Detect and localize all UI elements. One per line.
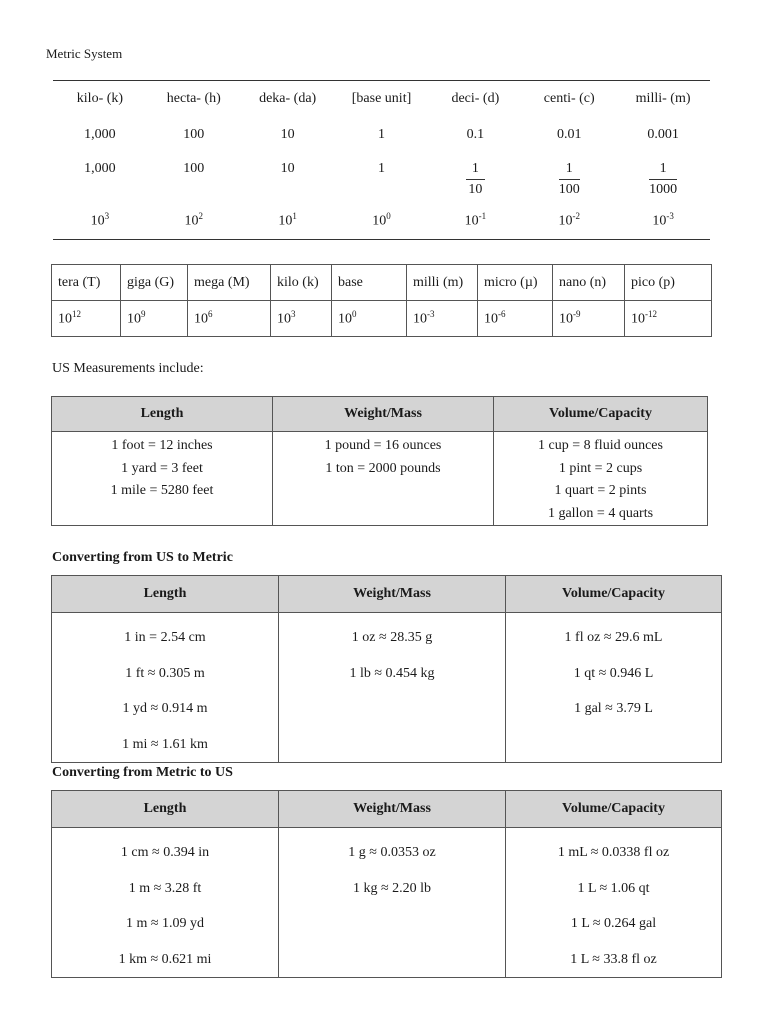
weight-cell (279, 828, 506, 978)
us-measurements-table (51, 396, 708, 526)
conversion-line: 1 m ≈ 3.28 ft (128, 880, 202, 896)
si-power (271, 301, 332, 337)
prefix-decimal: 10 (280, 127, 295, 142)
power-base: 10 (464, 213, 479, 229)
prefix-header: [base unit] (351, 91, 412, 106)
column-header-volume: Volume/Capacity (506, 576, 722, 613)
conversion-line: 1 in = 2.54 cm (124, 630, 206, 645)
power-exponent: 3 (291, 309, 296, 320)
prefix-power (522, 211, 616, 230)
conversion-line: 1 L ≈ 33.8 fl oz (570, 951, 657, 967)
conversion-line: 1 L ≈ 0.264 gal (570, 916, 657, 931)
si-power (625, 301, 712, 337)
prefix-fraction (428, 161, 522, 198)
power-exponent: -2 (572, 211, 580, 221)
us-to-metric-heading: Converting from US to Metric (52, 550, 233, 565)
conversion-line: 1 mi ≈ 1.61 km (122, 736, 208, 752)
power-exponent: -3 (666, 211, 674, 221)
conversion-line: 1 m ≈ 1.09 yd (125, 916, 205, 931)
fraction-denominator: 1000 (649, 182, 678, 197)
volume-cell (494, 432, 708, 526)
metric-prefix-table (53, 80, 710, 240)
us-measurements-heading: US Measurements include: (52, 361, 204, 376)
power-exponent: 3 (104, 211, 110, 221)
prefix-whole: 1 (378, 161, 385, 176)
prefix-decimal: 0.1 (466, 127, 485, 142)
conversion-line: 1 yard = 3 feet (121, 460, 203, 476)
si-power-row (52, 301, 712, 337)
prefix-decimal: 0.01 (556, 127, 582, 142)
conversion-line: 1 oz ≈ 28.35 g (351, 630, 433, 645)
prefix-decimal: 100 (183, 127, 205, 142)
conversion-line: 1 qt ≈ 0.946 L (573, 665, 654, 681)
power-exponent: 0 (352, 309, 357, 320)
metric-to-us-table (51, 790, 722, 978)
column-header-length: Length (52, 791, 279, 828)
table-header-row (52, 576, 722, 613)
si-prefix-grid (51, 264, 712, 337)
prefix-power (616, 211, 710, 230)
prefix-fraction (522, 161, 616, 198)
power-exponent: 1 (292, 211, 297, 221)
si-prefix-name: micro (µ) (478, 265, 553, 301)
si-prefix-name: milli (m) (407, 265, 478, 301)
si-prefix-name: base (332, 265, 407, 301)
table-body-row (52, 432, 708, 526)
power-base: 10 (127, 311, 141, 327)
prefix-decimal: 0.001 (647, 127, 679, 142)
conversion-line: 1 ton = 2000 pounds (325, 460, 441, 476)
conversion-line: 1 lb ≈ 0.454 kg (349, 665, 435, 681)
prefix-header: milli- (m) (635, 91, 691, 106)
si-power (52, 301, 121, 337)
fraction-denominator: 10 (468, 182, 483, 197)
si-power (553, 301, 625, 337)
prefix-header: deci- (d) (451, 91, 500, 106)
power-base: 10 (277, 311, 291, 327)
power-exponent: -1 (478, 211, 487, 221)
prefix-fraction (616, 161, 710, 198)
prefix-power (335, 211, 429, 230)
conversion-line: 1 g ≈ 0.0353 oz (348, 845, 436, 860)
power-base: 10 (194, 311, 208, 327)
volume-cell (506, 828, 722, 978)
prefix-header: deka- (da) (259, 91, 317, 106)
fraction-denominator: 100 (558, 182, 580, 197)
column-header-volume: Volume/Capacity (506, 791, 722, 828)
conversion-line: 1 gallon = 4 quarts (547, 505, 654, 521)
weight-cell (273, 432, 494, 526)
prefix-whole: 10 (280, 161, 295, 176)
prefix-header: kilo- (k) (76, 91, 124, 106)
conversion-line: 1 foot = 12 inches (111, 438, 213, 453)
table-header-row (52, 397, 708, 432)
power-exponent: 6 (208, 309, 213, 320)
page-title: Metric System (46, 46, 123, 61)
column-header-length: Length (52, 397, 273, 432)
power-exponent: -3 (427, 309, 435, 320)
volume-cell (506, 613, 722, 763)
column-header-weight: Weight/Mass (279, 576, 506, 613)
conversion-line: 1 ft ≈ 0.305 m (125, 665, 205, 681)
us-to-metric-table (51, 575, 722, 763)
si-prefix-name: kilo (k) (271, 265, 332, 301)
power-exponent: 0 (386, 211, 391, 221)
prefix-power (147, 211, 241, 230)
conversion-line: 1 mL ≈ 0.0338 fl oz (557, 845, 670, 860)
column-header-weight: Weight/Mass (279, 791, 506, 828)
conversion-line: 1 cup = 8 fluid ounces (538, 438, 663, 453)
power-base: 10 (413, 311, 427, 327)
si-prefix-name: nano (n) (553, 265, 625, 301)
prefix-decimal-row (53, 127, 710, 143)
power-base: 10 (90, 213, 105, 229)
power-exponent: -12 (645, 309, 657, 320)
prefix-decimal: 1,000 (84, 127, 116, 142)
power-base: 10 (338, 311, 352, 327)
column-header-volume: Volume/Capacity (494, 397, 708, 432)
prefix-power (53, 211, 147, 230)
prefix-power (241, 211, 335, 230)
power-exponent: -6 (498, 309, 506, 320)
power-base: 10 (559, 311, 573, 327)
si-name-row (52, 265, 712, 301)
prefix-power-row (53, 211, 710, 230)
si-prefix-name: giga (G) (121, 265, 188, 301)
power-exponent: 2 (198, 211, 204, 221)
power-exponent: 9 (141, 309, 146, 320)
conversion-line: 1 kg ≈ 2.20 lb (352, 880, 432, 896)
prefix-decimal: 1 (378, 127, 385, 142)
conversion-line: 1 pound = 16 ounces (324, 438, 442, 453)
power-base: 10 (58, 311, 72, 327)
length-cell (52, 613, 279, 763)
power-base: 10 (652, 213, 667, 229)
fraction-numerator: 1 (649, 161, 677, 180)
conversion-line: 1 fl oz ≈ 29.6 mL (564, 630, 663, 645)
conversion-line: 1 mile = 5280 feet (110, 483, 214, 498)
length-cell (52, 828, 279, 978)
power-base: 10 (372, 213, 387, 229)
column-header-weight: Weight/Mass (273, 397, 494, 432)
conversion-line: 1 quart = 2 pints (554, 483, 647, 498)
prefix-whole: 100 (183, 161, 205, 176)
prefix-whole: 1,000 (84, 161, 116, 176)
conversion-line: 1 gal ≈ 3.79 L (574, 701, 653, 716)
si-prefix-name: mega (M) (188, 265, 271, 301)
table-body-row (52, 828, 722, 978)
length-cell (52, 432, 273, 526)
si-power (121, 301, 188, 337)
power-exponent: -9 (573, 309, 581, 320)
si-power (188, 301, 271, 337)
si-prefix-name: tera (T) (52, 265, 121, 301)
conversion-line: 1 km ≈ 0.621 mi (118, 951, 212, 967)
power-exponent: 12 (72, 309, 81, 320)
si-power (407, 301, 478, 337)
fraction-numerator: 1 (559, 161, 580, 180)
prefix-header: centi- (c) (543, 91, 595, 106)
si-power (332, 301, 407, 337)
fraction-numerator: 1 (466, 161, 485, 180)
si-power (478, 301, 553, 337)
table-body-row (52, 613, 722, 763)
power-base: 10 (558, 213, 573, 229)
weight-cell (279, 613, 506, 763)
power-base: 10 (184, 213, 199, 229)
metric-to-us-heading: Converting from Metric to US (52, 765, 233, 780)
prefix-fraction-row (53, 161, 710, 198)
power-base: 10 (631, 311, 645, 327)
conversion-line: 1 L ≈ 1.06 qt (577, 880, 650, 896)
column-header-length: Length (52, 576, 279, 613)
conversion-line: 1 pint = 2 cups (558, 460, 643, 476)
prefix-header: hecta- (h) (166, 91, 221, 106)
si-prefix-name: pico (p) (625, 265, 712, 301)
conversion-line: 1 cm ≈ 0.394 in (120, 845, 210, 860)
prefix-power (428, 211, 522, 230)
conversion-line: 1 yd ≈ 0.914 m (122, 701, 208, 716)
power-base: 10 (278, 213, 293, 229)
table-header-row (52, 791, 722, 828)
power-base: 10 (484, 311, 498, 327)
prefix-header-row (53, 91, 710, 107)
